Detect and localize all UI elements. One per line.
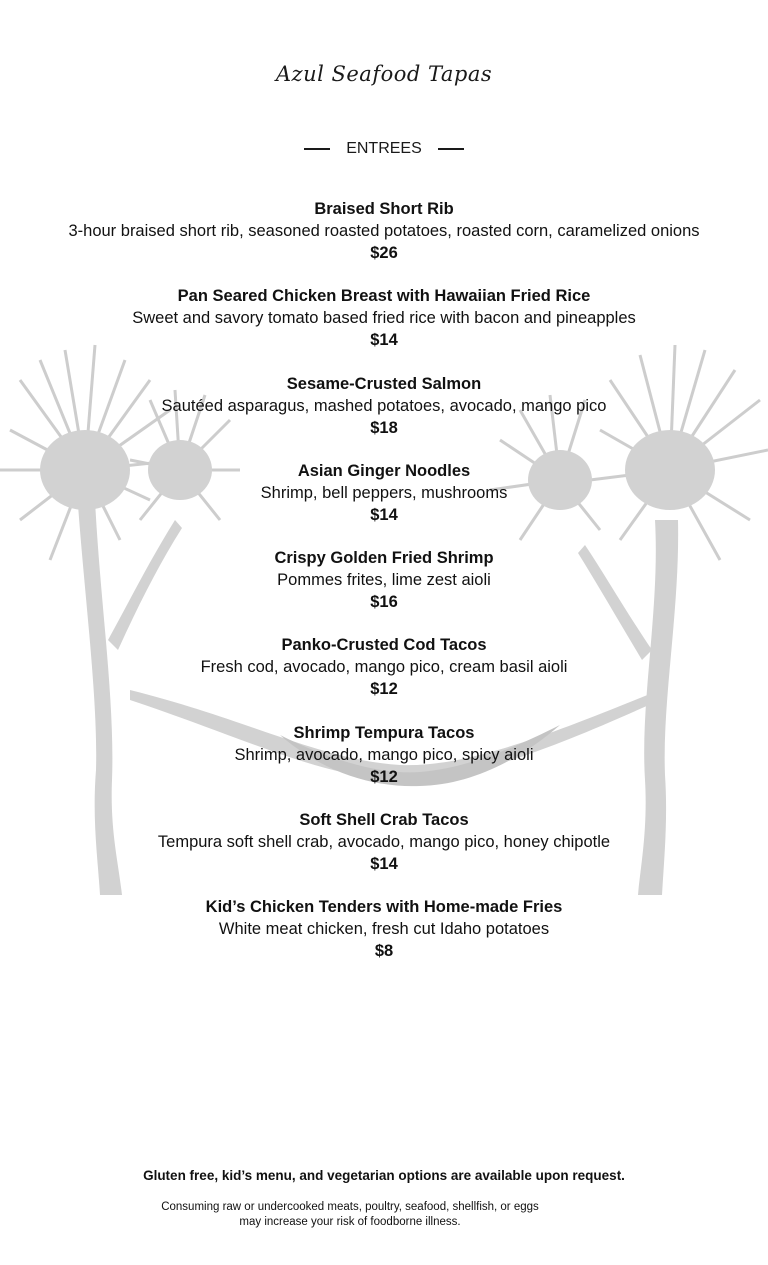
menu-item-price: $12: [370, 767, 398, 786]
menu-item: [0, 285, 768, 372]
restaurant-name: Azul Seafood Tapas: [275, 62, 493, 86]
menu-item-price: $18: [370, 418, 398, 437]
menu-item-name: Pan Seared Chicken Breast with Hawaiian Fried Rice: [177, 287, 591, 306]
menu-item-name: Panko-Crusted Cod Tacos: [281, 636, 487, 655]
menu-item-price: $14: [370, 331, 398, 350]
section-title: ENTREES: [346, 140, 422, 157]
menu-item-name: Braised Short Rib: [314, 200, 454, 218]
health-disclaimer: [130, 1200, 570, 1230]
menu-item-name: Soft Shell Crab Tacos: [299, 811, 469, 830]
menu-item-price: $14: [370, 855, 398, 874]
menu-item-name: Crispy Golden Fried Shrimp: [274, 549, 494, 568]
menu-item-description: Pommes frites, lime zest aioli: [277, 571, 491, 590]
menu-item-price: $26: [370, 244, 398, 262]
menu-item-description: Tempura soft shell crab, avocado, mango pico, honey chipotle: [157, 833, 611, 852]
menu-item-name: Shrimp Tempura Tacos: [293, 723, 475, 742]
menu-item: [0, 896, 768, 983]
menu-item-price: $16: [370, 593, 398, 612]
menu-item: [0, 460, 768, 547]
menu-item-name: Kid’s Chicken Tenders with Home-made Fries: [205, 898, 563, 917]
menu-item-description: 3-hour braised short rib, seasoned roasted potatoes, roasted corn, caramelized onions: [68, 222, 700, 240]
disclaimer-line-1: Consuming raw or undercooked meats, poultry, seafood, shellfish, or eggs: [161, 1201, 539, 1213]
entree-list: [0, 198, 768, 984]
menu-item-description: Sweet and savory tomato based fried rice with bacon and pineapples: [132, 309, 636, 328]
menu-item: [0, 634, 768, 721]
dietary-notice: Gluten free, kid’s menu, and vegetarian options are available upon request.: [143, 1168, 625, 1183]
menu-item-description: White meat chicken, fresh cut Idaho potatoes: [218, 920, 550, 939]
menu-item-description: Fresh cod, avocado, mango pico, cream basil aioli: [200, 658, 568, 677]
menu-item: [0, 722, 768, 809]
menu-item-description: Shrimp, avocado, mango pico, spicy aioli: [234, 745, 534, 764]
menu-item: [0, 547, 768, 634]
menu-item: [0, 198, 768, 285]
menu-item-price: $12: [370, 680, 398, 699]
menu-item: [0, 373, 768, 460]
menu-item-name: Asian Ginger Noodles: [297, 461, 471, 480]
menu-item: [0, 809, 768, 896]
menu-item-name: Sesame-Crusted Salmon: [286, 374, 482, 393]
section-rule-left: [304, 148, 330, 150]
menu-item-description: Shrimp, bell peppers, mushrooms: [260, 483, 508, 502]
disclaimer-line-2: may increase your risk of foodborne illness.: [239, 1216, 461, 1228]
section-rule-right: [438, 148, 464, 150]
menu-item-price: $14: [370, 505, 398, 524]
section-header: [0, 140, 768, 158]
menu-item-price: $8: [374, 942, 394, 961]
menu-item-description: Sautéed asparagus, mashed potatoes, avocado, mango pico: [161, 396, 607, 415]
